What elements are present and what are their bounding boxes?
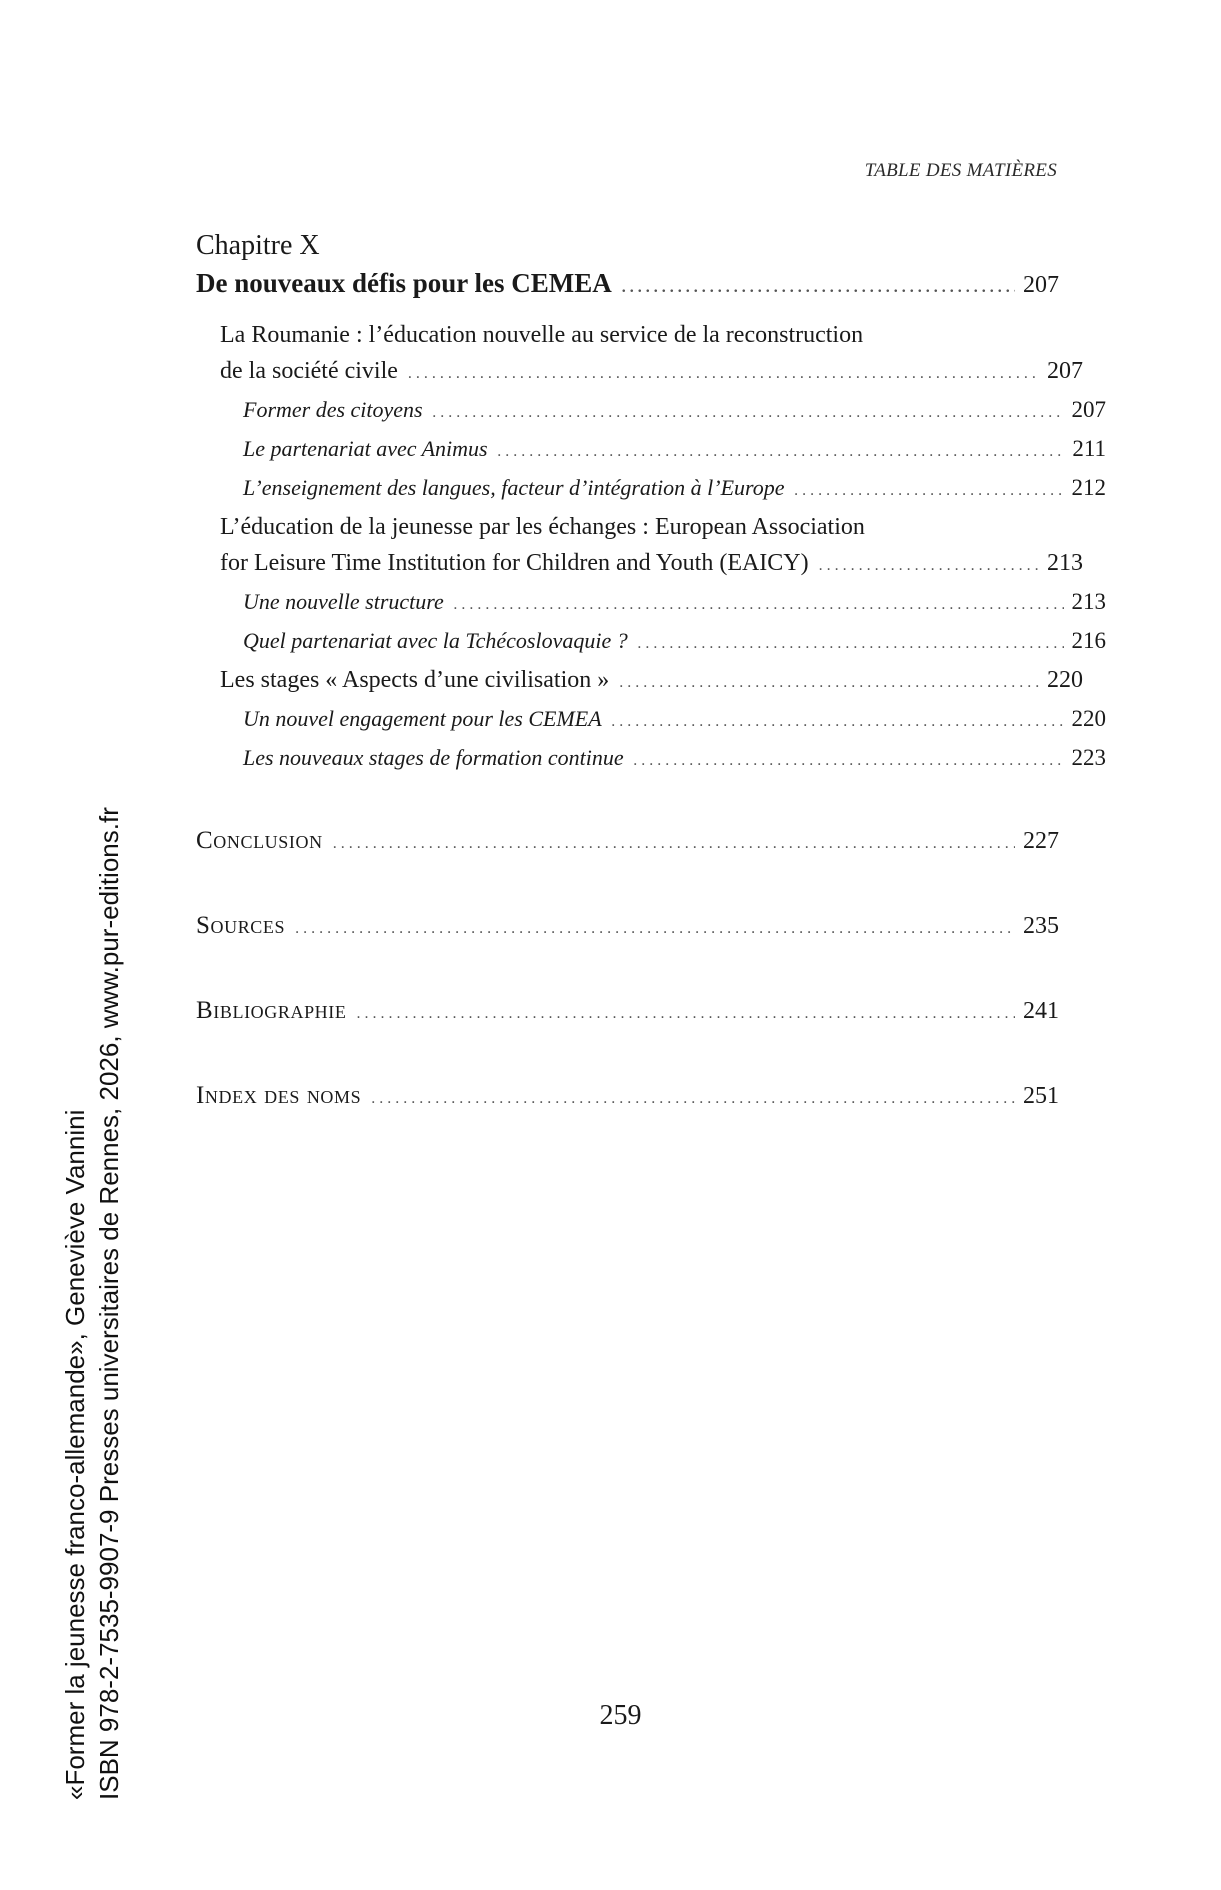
page-ref: 216 [1071, 628, 1106, 653]
section-title-line: de la société civile [220, 358, 398, 384]
copyright-sidebar [58, 807, 126, 1800]
dot-leader [333, 826, 1015, 862]
dot-leader [795, 473, 1064, 509]
subsection-title: L’enseignement des langues, facteur d’intégration à l’Europe [243, 475, 785, 500]
subsection-title: Quel partenariat avec la Tchécoslovaquie ? [243, 628, 628, 653]
page-ref: 207 [1071, 397, 1106, 422]
page-ref: 212 [1071, 475, 1106, 500]
dot-leader [295, 911, 1015, 947]
toc-entry-subsection [196, 701, 1106, 740]
page-ref: 241 [1023, 998, 1059, 1024]
subsection-title: Former des citoyens [243, 397, 423, 422]
toc-entry-section [196, 662, 1083, 701]
dot-leader [622, 269, 1015, 307]
table-of-contents [196, 228, 1106, 1117]
section-title-line: Les stages « Aspects d’une civilisation » [220, 667, 610, 693]
back-matter-title: Index des noms [196, 1082, 362, 1109]
page-ref: 207 [1023, 272, 1059, 298]
page-ref: 223 [1071, 745, 1106, 770]
subsection-title: Un nouvel engagement pour les CEMEA [243, 706, 602, 731]
toc-entry-subsection [196, 584, 1106, 623]
subsection-title: Une nouvelle structure [243, 589, 444, 614]
toc-entry-section [196, 353, 1083, 392]
toc-entry-chapter [196, 264, 1059, 307]
page-ref: 213 [1047, 550, 1083, 576]
section-title-line: La Roumanie : l’éducation nouvelle au service de la reconstruction [220, 322, 864, 348]
page-ref: 251 [1023, 1083, 1059, 1109]
toc-entry-section [196, 545, 1083, 584]
dot-leader [498, 434, 1065, 470]
dot-leader [819, 548, 1039, 584]
toc-entry-sources [196, 908, 1059, 947]
toc-entry-subsection [196, 623, 1106, 662]
chapter-title: De nouveaux défis pour les CEMEA [196, 268, 612, 298]
subsection-title: Les nouveaux stages de formation continue [243, 745, 624, 770]
page-ref: 220 [1047, 667, 1083, 693]
back-matter-title: Sources [196, 912, 286, 939]
page-ref: 211 [1072, 436, 1106, 461]
toc-entry-subsection [196, 470, 1106, 509]
toc-entry-subsection [196, 392, 1106, 431]
sidebar-line-isbn: ISBN 978-2-7535-9907-9 Presses universitaires de Rennes, 2026, www.pur-editions.fr [94, 807, 124, 1800]
sidebar-line-title: «Former la jeunesse franco-allemande», Geneviève Vannini [60, 1109, 90, 1800]
page-ref: 235 [1023, 913, 1059, 939]
dot-leader [638, 626, 1064, 662]
page-ref: 227 [1023, 828, 1059, 854]
dot-leader [454, 587, 1064, 623]
section-title-line: for Leisure Time Institution for Children and Youth (EAICY) [220, 550, 809, 576]
dot-leader [371, 1081, 1015, 1117]
page-ref: 213 [1071, 589, 1106, 614]
dot-leader [612, 704, 1064, 740]
chapter-label: Chapitre X [196, 230, 320, 261]
page-ref: 220 [1071, 706, 1106, 731]
page-number: 259 [599, 1700, 642, 1731]
toc-entry-bibliographie [196, 993, 1059, 1032]
back-matter-title: Bibliographie [196, 997, 347, 1024]
toc-entry-subsection [196, 431, 1106, 470]
dot-leader [433, 395, 1064, 431]
page-ref: 207 [1047, 358, 1083, 384]
dot-leader [634, 743, 1064, 779]
dot-leader [356, 996, 1015, 1032]
back-matter-title: Conclusion [196, 827, 323, 854]
dot-leader [408, 356, 1039, 392]
toc-entry-conclusion [196, 823, 1059, 862]
toc-entry-index [196, 1078, 1059, 1117]
running-head: TABLE DES MATIÈRES [864, 160, 1057, 181]
section-title-line: L’éducation de la jeunesse par les échanges : European Association [220, 514, 865, 540]
subsection-title: Le partenariat avec Animus [243, 436, 488, 461]
toc-entry-subsection [196, 740, 1106, 779]
dot-leader [619, 665, 1039, 701]
